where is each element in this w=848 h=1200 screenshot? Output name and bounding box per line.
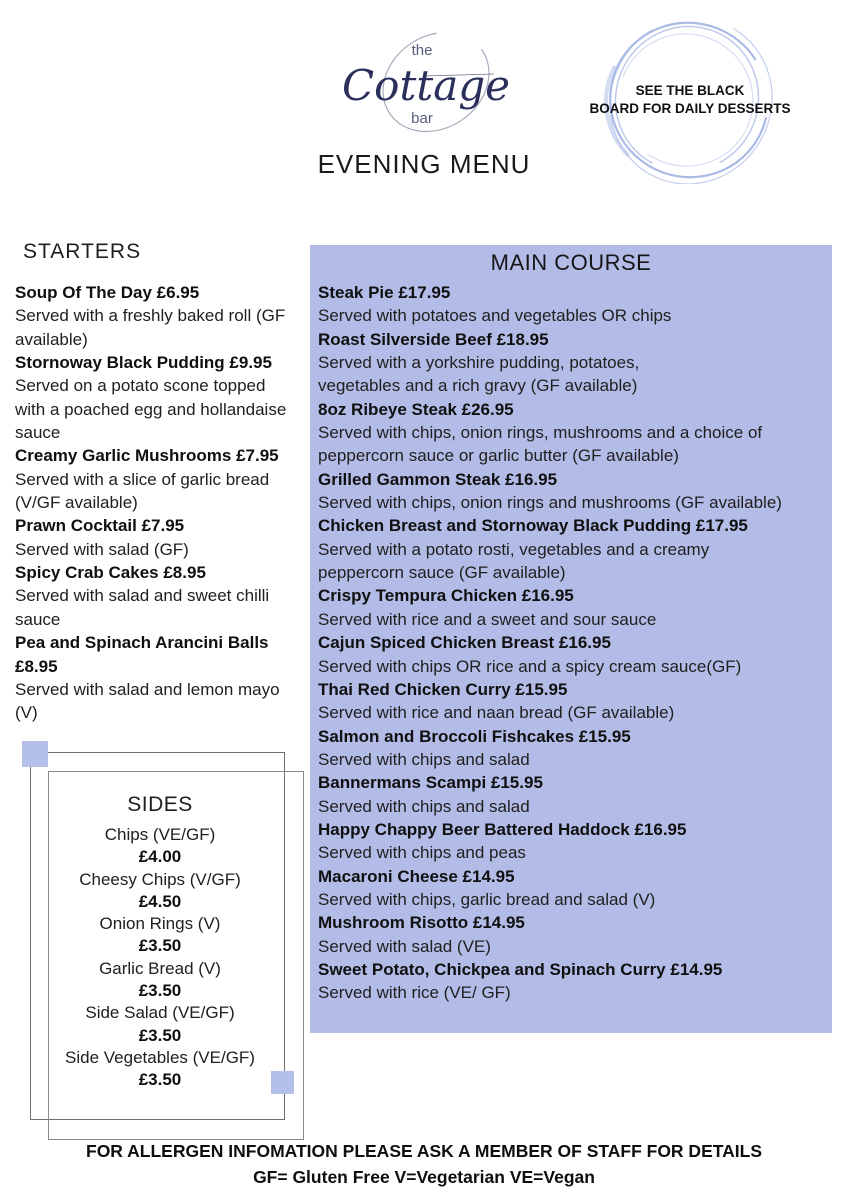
side-item-name: Side Salad (VE/GF) (85, 1003, 235, 1023)
menu-item-desc: Served with potatoes and vegetables OR chips (318, 306, 672, 326)
menu-item-name: Thai Red Chicken Curry £15.95 (318, 679, 568, 699)
menu-item-desc: Served with chips, onion rings, mushrooms and a choice of (318, 423, 763, 443)
menu-item-name: Stornoway Black Pudding £9.95 (15, 353, 272, 373)
side-item-price: £3.50 (138, 981, 182, 1001)
menu-item-name: Steak Pie £17.95 (318, 283, 451, 302)
logo-word-the: the (411, 42, 433, 59)
cottage-bar-logo (338, 26, 522, 138)
menu-item-desc: peppercorn sauce (GF available) (318, 563, 566, 583)
menu-item-name: Roast Silverside Beef £18.95 (318, 329, 549, 349)
menu-item-name: Happy Chappy Beer Battered Haddock £16.95 (318, 819, 687, 839)
desserts-badge-line2: BOARD FOR DAILY DESSERTS (589, 100, 791, 116)
menu-item-desc: available) (15, 329, 88, 349)
logo-word-cottage: Cottage (342, 61, 510, 110)
menu-item-name: Crispy Tempura Chicken £16.95 (318, 586, 574, 606)
menu-item-name: Grilled Gammon Steak £16.95 (318, 469, 558, 489)
selection-handle-bottom-right-icon (271, 1071, 294, 1094)
side-item-price: £3.50 (138, 1070, 182, 1090)
menu-item-name: Macaroni Cheese £14.95 (318, 866, 515, 886)
selection-handle-top-left-icon (22, 741, 48, 767)
menu-item-desc: peppercorn sauce or garlic butter (GF available) (318, 446, 679, 466)
main-course-heading: MAIN COURSE (490, 250, 652, 275)
menu-item-desc: Served with salad and lemon mayo (15, 679, 280, 699)
starters-list (15, 281, 315, 725)
menu-item-desc: Served with chips and peas (318, 843, 526, 863)
side-item-name: Onion Rings (V) (99, 914, 221, 934)
menu-item-name: Soup Of The Day £6.95 (15, 283, 200, 302)
menu-item-name: Sweet Potato, Chickpea and Spinach Curry £14.95 (318, 959, 723, 979)
desserts-badge (577, 82, 803, 117)
menu-item-desc: Served with rice and naan bread (GF available) (318, 703, 675, 723)
mains-list (318, 281, 828, 1005)
menu-item-desc: Served with chips and salad (318, 796, 530, 816)
menu-item-desc: Served with a freshly baked roll (GF (15, 306, 286, 326)
menu-item-desc: Served on a potato scone topped (15, 376, 266, 396)
menu-item-desc: with a poached egg and hollandaise (15, 399, 287, 419)
menu-item-name: Prawn Cocktail £7.95 (15, 516, 185, 536)
starters-heading: STARTERS (23, 240, 142, 263)
menu-item-name: Creamy Garlic Mushrooms £7.95 (15, 446, 279, 466)
menu-item-name: Cajun Spiced Chicken Breast £16.95 (318, 633, 611, 653)
sides-list (48, 824, 272, 1092)
menu-item-desc: sauce (15, 609, 61, 629)
side-item-price: £4.50 (138, 891, 182, 911)
menu-item-desc: Served with a slice of garlic bread (15, 469, 270, 489)
main-course-panel (310, 245, 832, 1033)
page-title: EVENING MENU (317, 149, 531, 179)
menu-item-desc: vegetables and a rich gravy (GF available) (318, 376, 638, 396)
menu-item-name: Spicy Crab Cakes £8.95 (15, 563, 206, 583)
menu-item-desc: Served with chips, onion rings and mushrooms (GF available) (318, 493, 782, 513)
menu-item-desc: Served with salad (VE) (318, 936, 491, 956)
side-item-price: £4.00 (138, 847, 182, 867)
side-item-price: £3.50 (138, 936, 182, 956)
menu-item-name: Chicken Breast and Stornoway Black Pudding £17.95 (318, 516, 748, 536)
menu-item-desc: sauce (15, 423, 61, 443)
menu-item-name: 8oz Ribeye Steak £26.95 (318, 399, 514, 419)
menu-item-desc: Served with chips, garlic bread and salad (V) (318, 889, 656, 909)
dietary-key: GF= Gluten Free V=Vegetarian VE=Vegan (253, 1166, 595, 1187)
menu-item-desc: Served with rice and a sweet and sour sauce (318, 609, 657, 629)
sides-heading: SIDES (127, 793, 193, 816)
menu-item-desc: Served with chips and salad (318, 749, 530, 769)
menu-item-name: Salmon and Broccoli Fishcakes £15.95 (318, 726, 631, 746)
menu-item-desc: Served with a potato rosti, vegetables and a creamy (318, 539, 710, 559)
menu-item-desc: (V/GF available) (15, 493, 138, 513)
side-item-name: Garlic Bread (V) (99, 958, 221, 978)
desserts-badge-line1: SEE THE BLACK (635, 83, 745, 98)
menu-item-desc: Served with a yorkshire pudding, potatoes, (318, 353, 640, 373)
menu-item-name: Mushroom Risotto £14.95 (318, 913, 525, 933)
side-item-name: Cheesy Chips (V/GF) (79, 869, 241, 889)
menu-item-desc: Served with salad and sweet chilli (15, 586, 270, 606)
logo-word-bar: bar (411, 110, 433, 127)
side-item-name: Chips (VE/GF) (104, 825, 216, 844)
side-item-price: £3.50 (138, 1025, 182, 1045)
menu-item-name: Pea and Spinach Arancini Balls (15, 633, 269, 653)
menu-item-name: Bannermans Scampi £15.95 (318, 773, 543, 793)
menu-item-desc: (V) (15, 703, 38, 723)
allergen-note: FOR ALLERGEN INFOMATION PLEASE ASK A MEMBER OF STAFF FOR DETAILS (86, 1141, 762, 1161)
menu-item-desc: Served with chips OR rice and a spicy cream sauce(GF) (318, 656, 742, 676)
menu-item-name: £8.95 (15, 656, 58, 676)
menu-item-desc: Served with rice (VE/ GF) (318, 983, 511, 1003)
footer (0, 1139, 848, 1190)
sides-section (48, 792, 272, 1092)
menu-item-desc: Served with salad (GF) (15, 539, 189, 559)
side-item-name: Side Vegetables (VE/GF) (65, 1047, 255, 1067)
